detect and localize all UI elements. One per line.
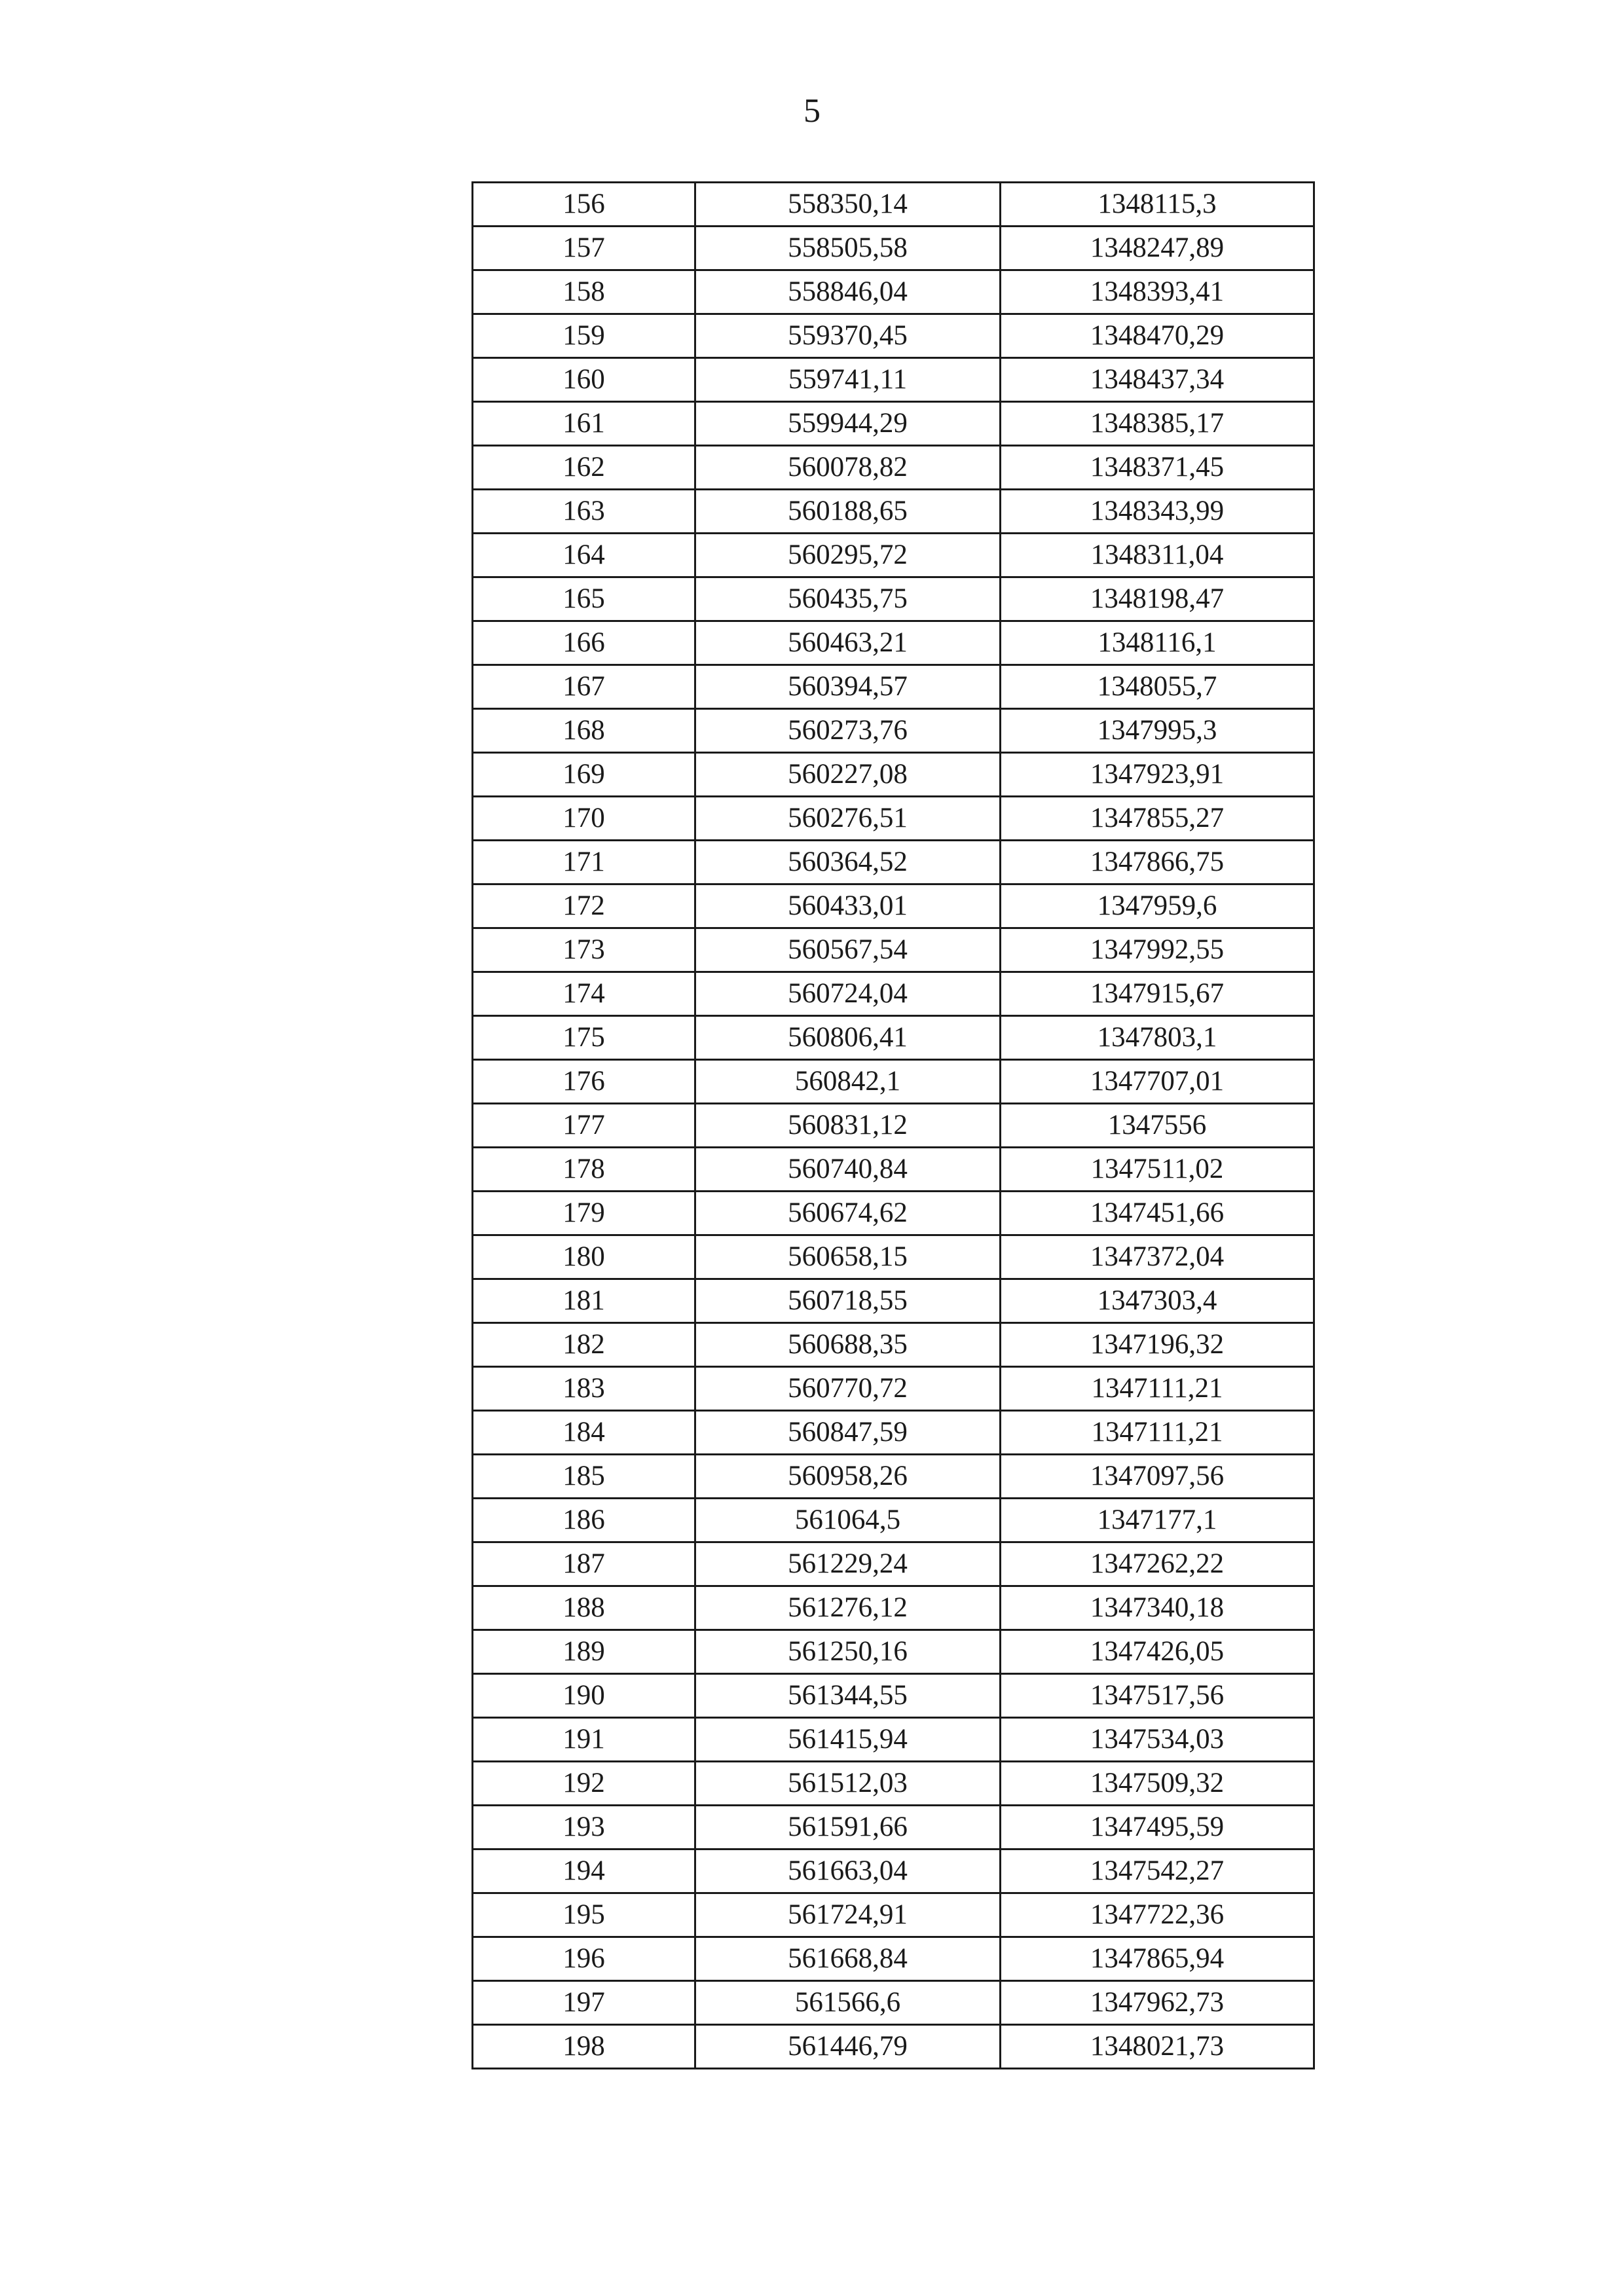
- x-coordinate-cell: 561344,55: [695, 1674, 1001, 1718]
- x-coordinate-cell: 560847,59: [695, 1411, 1001, 1455]
- point-number-cell: 177: [473, 1104, 695, 1148]
- x-coordinate-cell: 560806,41: [695, 1016, 1001, 1060]
- x-coordinate-cell: 560842,1: [695, 1060, 1001, 1104]
- table-row: [473, 1630, 1314, 1674]
- x-coordinate-cell: 560188,65: [695, 490, 1001, 534]
- table-row: [473, 446, 1314, 490]
- y-coordinate-cell: 1347517,56: [1001, 1674, 1314, 1718]
- y-coordinate-cell: 1348021,73: [1001, 2025, 1314, 2069]
- x-coordinate-cell: 559741,11: [695, 358, 1001, 402]
- table-row: [473, 1674, 1314, 1718]
- y-coordinate-cell: 1347451,66: [1001, 1192, 1314, 1235]
- point-number-cell: 172: [473, 884, 695, 928]
- y-coordinate-cell: 1347995,3: [1001, 709, 1314, 753]
- x-coordinate-cell: 561591,66: [695, 1806, 1001, 1850]
- table-row: [473, 1718, 1314, 1762]
- table-row: [473, 884, 1314, 928]
- point-number-cell: 159: [473, 314, 695, 358]
- table-row: [473, 1499, 1314, 1542]
- point-number-cell: 160: [473, 358, 695, 402]
- x-coordinate-cell: 559944,29: [695, 402, 1001, 446]
- y-coordinate-cell: 1347303,4: [1001, 1279, 1314, 1323]
- y-coordinate-cell: 1347855,27: [1001, 797, 1314, 841]
- x-coordinate-cell: 561724,91: [695, 1893, 1001, 1937]
- table-row: [473, 402, 1314, 446]
- point-number-cell: 176: [473, 1060, 695, 1104]
- y-coordinate-cell: 1347962,73: [1001, 1981, 1314, 2025]
- point-number-cell: 167: [473, 665, 695, 709]
- y-coordinate-cell: 1348343,99: [1001, 490, 1314, 534]
- point-number-cell: 166: [473, 621, 695, 665]
- x-coordinate-cell: 560433,01: [695, 884, 1001, 928]
- table-row: [473, 665, 1314, 709]
- table-row: [473, 1279, 1314, 1323]
- y-coordinate-cell: 1347556: [1001, 1104, 1314, 1148]
- point-number-cell: 169: [473, 753, 695, 797]
- x-coordinate-cell: 560435,75: [695, 577, 1001, 621]
- x-coordinate-cell: 561663,04: [695, 1850, 1001, 1893]
- x-coordinate-cell: 560567,54: [695, 928, 1001, 972]
- table-row: [473, 358, 1314, 402]
- y-coordinate-cell: 1347534,03: [1001, 1718, 1314, 1762]
- point-number-cell: 188: [473, 1586, 695, 1630]
- point-number-cell: 164: [473, 534, 695, 577]
- y-coordinate-cell: 1348198,47: [1001, 577, 1314, 621]
- y-coordinate-cell: 1347509,32: [1001, 1762, 1314, 1806]
- x-coordinate-cell: 560674,62: [695, 1192, 1001, 1235]
- x-coordinate-cell: 560463,21: [695, 621, 1001, 665]
- x-coordinate-cell: 560276,51: [695, 797, 1001, 841]
- x-coordinate-cell: 561446,79: [695, 2025, 1001, 2069]
- y-coordinate-cell: 1348371,45: [1001, 446, 1314, 490]
- y-coordinate-cell: 1347866,75: [1001, 841, 1314, 884]
- point-number-cell: 157: [473, 227, 695, 270]
- page-number: 5: [803, 92, 821, 130]
- x-coordinate-cell: 561512,03: [695, 1762, 1001, 1806]
- x-coordinate-cell: 561566,6: [695, 1981, 1001, 2025]
- x-coordinate-cell: 560364,52: [695, 841, 1001, 884]
- point-number-cell: 163: [473, 490, 695, 534]
- point-number-cell: 178: [473, 1148, 695, 1192]
- y-coordinate-cell: 1347959,6: [1001, 884, 1314, 928]
- table-row: [473, 1148, 1314, 1192]
- y-coordinate-cell: 1348115,3: [1001, 183, 1314, 227]
- table-row: [473, 577, 1314, 621]
- y-coordinate-cell: 1347196,32: [1001, 1323, 1314, 1367]
- x-coordinate-cell: 561229,24: [695, 1542, 1001, 1586]
- table-row: [473, 1893, 1314, 1937]
- point-number-cell: 161: [473, 402, 695, 446]
- point-number-cell: 168: [473, 709, 695, 753]
- x-coordinate-cell: 560227,08: [695, 753, 1001, 797]
- x-coordinate-cell: 560740,84: [695, 1148, 1001, 1192]
- table-row: [473, 1060, 1314, 1104]
- y-coordinate-cell: 1348055,7: [1001, 665, 1314, 709]
- x-coordinate-cell: 560831,12: [695, 1104, 1001, 1148]
- x-coordinate-cell: 560273,76: [695, 709, 1001, 753]
- point-number-cell: 191: [473, 1718, 695, 1762]
- x-coordinate-cell: 560394,57: [695, 665, 1001, 709]
- table-row: [473, 709, 1314, 753]
- table-row: [473, 1586, 1314, 1630]
- point-number-cell: 182: [473, 1323, 695, 1367]
- y-coordinate-cell: 1347707,01: [1001, 1060, 1314, 1104]
- point-number-cell: 175: [473, 1016, 695, 1060]
- table-row: [473, 1981, 1314, 2025]
- table-row: [473, 1323, 1314, 1367]
- point-number-cell: 190: [473, 1674, 695, 1718]
- x-coordinate-cell: 561064,5: [695, 1499, 1001, 1542]
- point-number-cell: 198: [473, 2025, 695, 2069]
- x-coordinate-cell: 560688,35: [695, 1323, 1001, 1367]
- table-row: [473, 1850, 1314, 1893]
- point-number-cell: 189: [473, 1630, 695, 1674]
- table-row: [473, 928, 1314, 972]
- point-number-cell: 156: [473, 183, 695, 227]
- table-row: [473, 270, 1314, 314]
- table-row: [473, 753, 1314, 797]
- table-row: [473, 2025, 1314, 2069]
- table-row: [473, 1542, 1314, 1586]
- x-coordinate-cell: 560658,15: [695, 1235, 1001, 1279]
- y-coordinate-cell: 1347865,94: [1001, 1937, 1314, 1981]
- table-row: [473, 797, 1314, 841]
- table-row: [473, 1762, 1314, 1806]
- y-coordinate-cell: 1348247,89: [1001, 227, 1314, 270]
- point-number-cell: 179: [473, 1192, 695, 1235]
- table-row: [473, 1192, 1314, 1235]
- table-row: [473, 621, 1314, 665]
- y-coordinate-cell: 1347177,1: [1001, 1499, 1314, 1542]
- x-coordinate-cell: 561415,94: [695, 1718, 1001, 1762]
- y-coordinate-cell: 1347923,91: [1001, 753, 1314, 797]
- table-row: [473, 1367, 1314, 1411]
- y-coordinate-cell: 1347542,27: [1001, 1850, 1314, 1893]
- table-row: [473, 1455, 1314, 1499]
- point-number-cell: 162: [473, 446, 695, 490]
- y-coordinate-cell: 1347722,36: [1001, 1893, 1314, 1937]
- point-number-cell: 174: [473, 972, 695, 1016]
- point-number-cell: 196: [473, 1937, 695, 1981]
- point-number-cell: 185: [473, 1455, 695, 1499]
- y-coordinate-cell: 1348311,04: [1001, 534, 1314, 577]
- table-row: [473, 227, 1314, 270]
- point-number-cell: 193: [473, 1806, 695, 1850]
- x-coordinate-cell: 560958,26: [695, 1455, 1001, 1499]
- table-row: [473, 1235, 1314, 1279]
- x-coordinate-cell: 560724,04: [695, 972, 1001, 1016]
- point-number-cell: 186: [473, 1499, 695, 1542]
- x-coordinate-cell: 558505,58: [695, 227, 1001, 270]
- x-coordinate-cell: 561276,12: [695, 1586, 1001, 1630]
- x-coordinate-cell: 561668,84: [695, 1937, 1001, 1981]
- x-coordinate-cell: 560770,72: [695, 1367, 1001, 1411]
- table-row: [473, 314, 1314, 358]
- y-coordinate-cell: 1347992,55: [1001, 928, 1314, 972]
- y-coordinate-cell: 1347262,22: [1001, 1542, 1314, 1586]
- x-coordinate-cell: 560718,55: [695, 1279, 1001, 1323]
- point-number-cell: 183: [473, 1367, 695, 1411]
- point-number-cell: 173: [473, 928, 695, 972]
- table-row: [473, 841, 1314, 884]
- y-coordinate-cell: 1348385,17: [1001, 402, 1314, 446]
- table-row: [473, 1411, 1314, 1455]
- y-coordinate-cell: 1348116,1: [1001, 621, 1314, 665]
- point-number-cell: 195: [473, 1893, 695, 1937]
- table-row: [473, 490, 1314, 534]
- point-number-cell: 187: [473, 1542, 695, 1586]
- table-row: [473, 972, 1314, 1016]
- coordinates-table-body: [473, 183, 1314, 2069]
- table-row: [473, 1016, 1314, 1060]
- point-number-cell: 180: [473, 1235, 695, 1279]
- table-row: [473, 1104, 1314, 1148]
- y-coordinate-cell: 1347495,59: [1001, 1806, 1314, 1850]
- coordinates-table: [471, 181, 1315, 2069]
- table-row: [473, 183, 1314, 227]
- x-coordinate-cell: 558846,04: [695, 270, 1001, 314]
- x-coordinate-cell: 561250,16: [695, 1630, 1001, 1674]
- y-coordinate-cell: 1347803,1: [1001, 1016, 1314, 1060]
- table-row: [473, 534, 1314, 577]
- x-coordinate-cell: 559370,45: [695, 314, 1001, 358]
- table-row: [473, 1806, 1314, 1850]
- y-coordinate-cell: 1348437,34: [1001, 358, 1314, 402]
- point-number-cell: 165: [473, 577, 695, 621]
- x-coordinate-cell: 558350,14: [695, 183, 1001, 227]
- point-number-cell: 184: [473, 1411, 695, 1455]
- y-coordinate-cell: 1347111,21: [1001, 1411, 1314, 1455]
- point-number-cell: 197: [473, 1981, 695, 2025]
- point-number-cell: 170: [473, 797, 695, 841]
- point-number-cell: 171: [473, 841, 695, 884]
- point-number-cell: 192: [473, 1762, 695, 1806]
- y-coordinate-cell: 1347372,04: [1001, 1235, 1314, 1279]
- y-coordinate-cell: 1347915,67: [1001, 972, 1314, 1016]
- x-coordinate-cell: 560078,82: [695, 446, 1001, 490]
- point-number-cell: 158: [473, 270, 695, 314]
- y-coordinate-cell: 1347511,02: [1001, 1148, 1314, 1192]
- y-coordinate-cell: 1347111,21: [1001, 1367, 1314, 1411]
- y-coordinate-cell: 1347340,18: [1001, 1586, 1314, 1630]
- y-coordinate-cell: 1348470,29: [1001, 314, 1314, 358]
- y-coordinate-cell: 1347426,05: [1001, 1630, 1314, 1674]
- point-number-cell: 181: [473, 1279, 695, 1323]
- y-coordinate-cell: 1347097,56: [1001, 1455, 1314, 1499]
- x-coordinate-cell: 560295,72: [695, 534, 1001, 577]
- y-coordinate-cell: 1348393,41: [1001, 270, 1314, 314]
- point-number-cell: 194: [473, 1850, 695, 1893]
- table-row: [473, 1937, 1314, 1981]
